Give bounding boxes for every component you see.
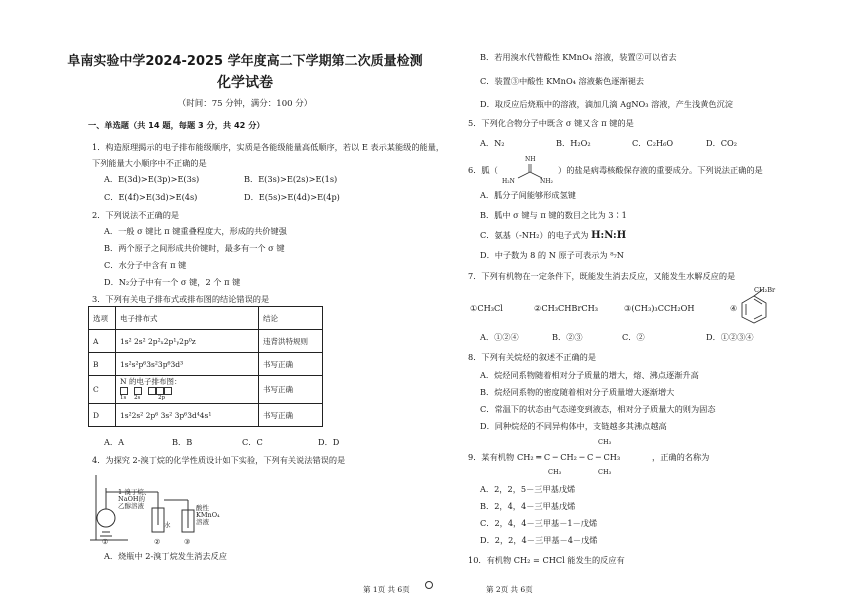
q9-option-b: B．2，4，4－三甲基戊烯 <box>480 501 576 511</box>
q9-option-c: C．2，4，4－三甲基－1－戊烯 <box>480 518 598 528</box>
guanidine-nh: NH <box>525 156 536 163</box>
right-page <box>430 0 860 608</box>
q7-item-2: ②CH₃CHBrCH₃ <box>534 303 599 313</box>
q6-option-c <box>480 230 626 241</box>
q2-stem: 2．下列说法不正确的是 <box>92 210 180 220</box>
q1-option-d: D．E(5s)>E(4d)>E(4p) <box>244 192 340 202</box>
apparatus-num-1: ① <box>102 538 109 546</box>
lab-apparatus-figure <box>88 470 238 545</box>
footer-page-left: 第 1页 共 6页 <box>363 585 410 594</box>
q1-stem-line1: 1．构造原理揭示的电子排布能级顺序，实质是各能级能量高低顺序，若以 E 表示某能级的能量， <box>92 142 445 152</box>
table-header-cell: 选项 <box>89 307 116 330</box>
q1-option-a: A．E(3d)>E(3p)>E(3s) <box>104 174 200 184</box>
q1-stem-line2: 下列能量大小顺序中不正确的是 <box>92 158 207 168</box>
benzyl-bromide-structure <box>736 290 772 324</box>
exam-title: 阜南实验中学2024-2025 学年度高二下学期第二次质量检测 <box>67 54 423 69</box>
q7-option-b: B．②③ <box>552 332 583 342</box>
q6-stem-post: ）的盐是病毒核酸保存液的重要成分。下列说法正确的是 <box>558 165 763 175</box>
q9-formula: CH₂ ═ C ─ CH₂ ─ C ─ CH₃ <box>517 452 621 462</box>
q8-option-a: A．烷烃同系物随着相对分子质量的增大，熔、沸点逐渐升高 <box>480 370 699 380</box>
table-cell: 1s²2s² 2p⁶ 3s² 3p⁶3d⁴4s¹ <box>116 404 259 427</box>
q9-option-a: A．2，2，5－三甲基戊烯 <box>480 484 576 494</box>
table-header-cell: 电子排布式 <box>116 307 259 330</box>
q8-option-c: C．常温下的状态由气态递变到液态，相对分子质量大的则为固态 <box>480 404 716 414</box>
q8-option-b: B．烷烃同系物的密度随着相对分子质量增大逐渐增大 <box>480 387 675 397</box>
orbital-label-1s: 1s <box>120 395 127 401</box>
table-row <box>89 353 323 376</box>
table-cell: 1s² 2s² 2p²ₓ2p¹ᵧ2p⁰z <box>116 330 259 353</box>
apparatus-num-3: ③ <box>184 538 191 546</box>
apparatus-label-kmno4: KMnO₄ <box>196 511 220 519</box>
q9-top-methyl: CH₃ <box>598 438 612 446</box>
table-cell: 1s²s²p⁶3s²3p⁶3d³ <box>116 353 259 376</box>
q1-option-c: C．E(4f)>E(3d)>E(4s) <box>104 192 198 202</box>
apparatus-label-water: 水 <box>164 521 171 529</box>
guanidine-nh2: NH₂ <box>540 178 553 185</box>
apparatus-label-flask-3: 乙醇溶液 <box>118 502 144 510</box>
apparatus-label-acidic: 酸性 <box>196 504 209 512</box>
q3-table <box>88 306 323 427</box>
table-cell: B <box>89 353 116 376</box>
q9-bottom-methyl-2: CH₃ <box>598 468 612 476</box>
orbital-diagram-label: N 的电子排布图： <box>120 377 182 386</box>
q1-option-b: B．E(3s)>E(2s)>E(1s) <box>244 174 338 184</box>
table-cell: 书写正确 <box>259 376 323 404</box>
q5-stem: 5．下列化合物分子中既含 σ 键又含 π 键的是 <box>468 118 634 128</box>
q3-option-a: A．A <box>104 437 125 447</box>
q3-option-b: B．B <box>172 437 193 447</box>
q7-option-a: A．①②④ <box>480 332 519 342</box>
footer-page-right: 第 2页 共 6页 <box>486 585 533 594</box>
q2-option-b: B．两个原子之间形成共价键时，最多有一个 σ 键 <box>104 243 285 253</box>
q9-option-d: D．2，2，4－三甲基－4－戊烯 <box>480 535 598 545</box>
q6-option-b: B．胍中 σ 键与 π 键的数目之比为 3∶1 <box>480 210 627 220</box>
q7-stem: 7．下列有机物在一定条件下，既能发生消去反应，又能发生水解反应的是 <box>468 271 736 281</box>
q2-option-c: C．水分子中含有 π 键 <box>104 260 187 270</box>
q5-option-d: D．CO₂ <box>706 138 738 148</box>
table-cell: 书写正确 <box>259 353 323 376</box>
q2-option-d: D．N₂分子中有一个 σ 键，2 个 π 键 <box>104 277 241 287</box>
q2-option-a: A．一般 σ 键比 π 键重叠程度大，形成的共价键强 <box>104 226 287 236</box>
orbital-label-2s: 2s <box>134 395 141 401</box>
table-row <box>89 404 323 427</box>
q7-item-3: ③(CH₃)₃CCH₂OH <box>624 303 695 313</box>
q10-stem: 10．有机物 CH₂ = CHCl 能发生的反应有 <box>468 555 625 565</box>
table-cell: 书写正确 <box>259 404 323 427</box>
table-cell: C <box>89 376 116 404</box>
q9-stem-post: ，正确的名称为 <box>652 452 710 462</box>
section-heading: 一、单选题（共 14 题，每题 3 分，共 42 分） <box>88 120 265 130</box>
q8-option-d: D．同种烷烃的不同异构体中，支链越多其沸点越高 <box>480 421 667 431</box>
q5-option-b: B．H₂O₂ <box>556 138 591 148</box>
apparatus-num-2: ② <box>154 538 161 546</box>
q7-option-c: C．② <box>622 332 645 342</box>
q7-ch2br: CH₂Br <box>754 286 776 294</box>
table-header-cell: 结论 <box>259 307 323 330</box>
orbital-label-2p: 2p <box>158 395 166 401</box>
exam-time-info: （时间：75 分钟，满分：100 分） <box>177 99 313 109</box>
q8-stem: 8．下列有关烷烃的叙述不正确的是 <box>468 352 597 362</box>
table-cell <box>116 376 259 404</box>
q3-stem: 3．下列有关电子排布式或排布图的结论错误的是 <box>92 294 270 304</box>
q7-item-4: ④ <box>730 303 738 313</box>
q9-bottom-methyl-1: CH₃ <box>548 468 562 476</box>
orbital-diagram <box>120 387 192 403</box>
q6-option-a: A．胍分子间能够形成氢键 <box>480 190 576 200</box>
apparatus-label-solution: 溶液 <box>196 518 209 526</box>
exam-subject-title: 化学试卷 <box>217 75 273 91</box>
q4-stem: 4．为探究 2-溴丁烷的化学性质设计如下实验，下列有关说法错误的是 <box>92 455 346 465</box>
apparatus-label-flask-1: 1-溴丁烷、 <box>118 488 151 496</box>
q4-option-d: D．取反应后烧瓶中的溶液，滴加几滴 AgNO₃ 溶液，产生浅黄色沉淀 <box>480 99 733 109</box>
q7-option-d: D．①②③④ <box>706 332 754 342</box>
table-cell: D <box>89 404 116 427</box>
q3-option-d: D．D <box>318 437 340 447</box>
q4-option-b: B．若用溴水代替酸性 KMnO₄ 溶液，装置②可以省去 <box>480 52 677 62</box>
table-cell: 违背洪特规则 <box>259 330 323 353</box>
q5-option-c: C．C₂H₆O <box>632 138 674 148</box>
q3-option-c: C．C <box>242 437 263 447</box>
apparatus-label-flask-2: NaOH的 <box>118 495 146 503</box>
table-cell: A <box>89 330 116 353</box>
q6-stem-pre: 6．胍（ <box>468 165 498 175</box>
amino-electron-formula: H:N:H <box>591 230 627 241</box>
table-header-row <box>89 307 323 330</box>
q6-option-c-text: C．氨基（-NH₂）的电子式为 <box>480 230 589 240</box>
q5-option-a: A．N₂ <box>480 138 505 148</box>
guanidine-h2n: H₂N <box>502 178 515 185</box>
q7-item-1: ①CH₃Cl <box>470 303 503 313</box>
q4-option-c: C．装置③中酸性 KMnO₄ 溶液紫色逐渐褪去 <box>480 76 645 86</box>
table-row <box>89 376 323 404</box>
q9-stem-pre: 9．某有机物 <box>468 452 515 462</box>
q4-option-a: A．烧瓶中 2-溴丁烷发生消去反应 <box>104 551 227 561</box>
table-row <box>89 330 323 353</box>
q6-option-d: D．中子数为 8 的 N 原子可表示为 ⁸₇N <box>480 250 624 260</box>
